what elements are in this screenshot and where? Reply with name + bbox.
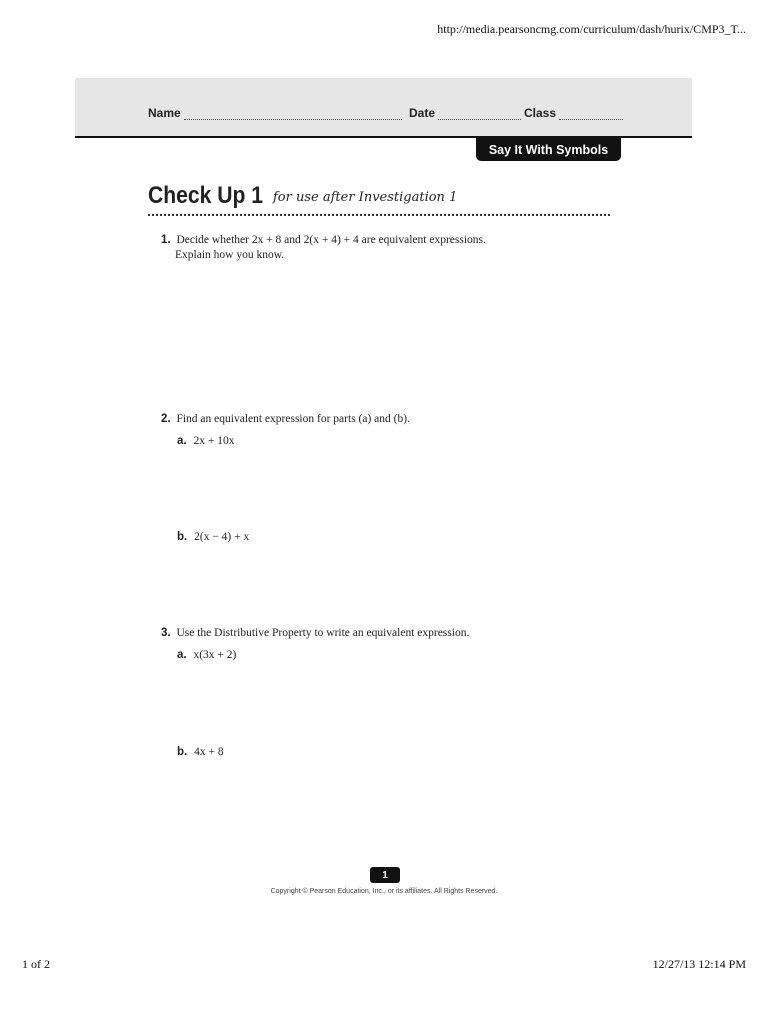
question-number: 2. <box>161 413 171 425</box>
print-page-indicator: 1 of 2 <box>22 957 50 971</box>
page-subtitle: for use after Investigation 1 <box>273 190 458 205</box>
name-label: Name <box>148 106 181 120</box>
name-field <box>148 106 402 120</box>
class-field <box>524 106 623 120</box>
question-number: 1. <box>161 234 171 246</box>
question-1 <box>161 233 486 263</box>
question-2 <box>161 412 410 427</box>
date-label: Date <box>409 106 436 120</box>
part-label: b. <box>177 531 188 543</box>
question-text: Use the Distributive Property to write an equivalent expression. <box>176 627 470 639</box>
question-text-continued: Explain how you know. <box>175 249 285 261</box>
part-expression: 2(x − 4) + x <box>194 531 250 543</box>
part-expression: 2x + 10x <box>193 435 235 447</box>
question-number: 3. <box>161 627 171 639</box>
print-timestamp: 12/27/13 12:14 PM <box>652 957 746 971</box>
page-number-badge: 1 <box>370 867 400 883</box>
class-blank <box>559 108 623 120</box>
class-label: Class <box>524 106 557 120</box>
question-text: Find an equivalent expression for parts (a) and (b). <box>176 413 410 425</box>
question-2b <box>177 530 249 545</box>
page-url: http://media.pearsoncmg.com/curriculum/dash/hurix/CMP3_T... <box>437 22 746 36</box>
question-3 <box>161 626 469 641</box>
question-text: Decide whether 2x + 8 and 2(x + 4) + 4 are equivalent expressions. <box>176 234 486 246</box>
title-row <box>148 182 610 216</box>
question-3a <box>177 648 236 663</box>
part-label: a. <box>177 435 187 447</box>
unit-tab: Say It With Symbols <box>476 138 621 161</box>
date-field <box>409 106 521 120</box>
page-title: Check Up 1 <box>148 182 264 209</box>
part-expression: 4x + 8 <box>194 746 224 758</box>
part-label: a. <box>177 649 187 661</box>
question-3b <box>177 745 224 760</box>
question-2a <box>177 434 234 449</box>
student-info-row <box>148 106 623 122</box>
copyright-notice: Copyright © Pearson Education, Inc., or its affiliates. All Rights Reserved. <box>270 888 498 895</box>
part-expression: x(3x + 2) <box>193 649 237 661</box>
worksheet-header <box>75 78 692 138</box>
part-label: b. <box>177 746 188 758</box>
name-blank <box>184 108 402 120</box>
date-blank <box>438 108 521 120</box>
